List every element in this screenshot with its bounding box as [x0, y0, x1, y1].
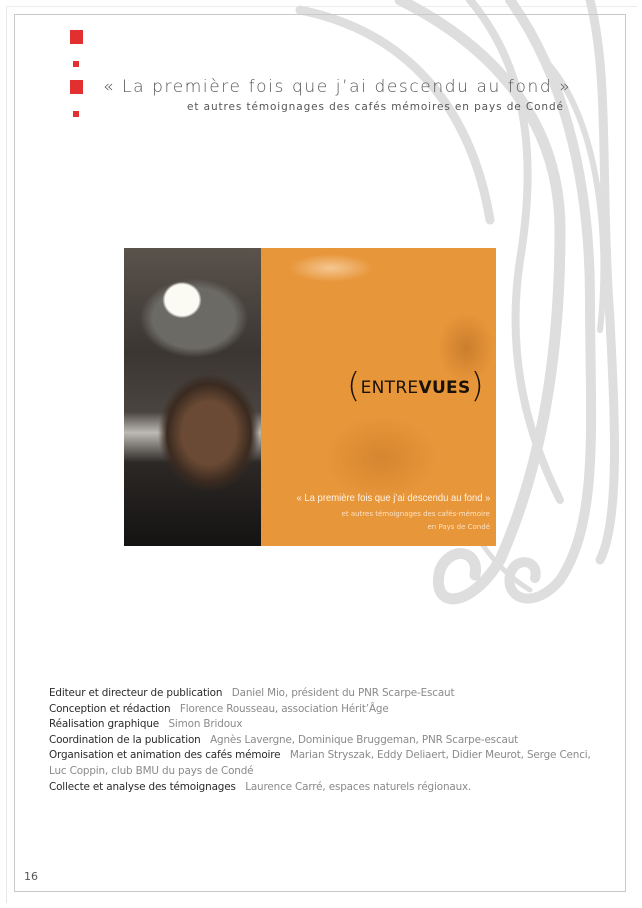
cover-subtitle-line2: en Pays de Condé: [427, 523, 490, 531]
logo-entre: ENTRE: [360, 378, 419, 398]
cover-title: « La première fois que j’ai descendu au fond »: [296, 492, 490, 504]
credit-name: Florence Rousseau, association Hérit’Âge: [179, 702, 389, 715]
cover-orange-panel: [261, 248, 496, 546]
credit-line: [49, 733, 609, 749]
credit-role: Réalisation graphique: [49, 718, 160, 731]
credit-name: Laurence Carré, espaces naturels régionaux.: [245, 780, 472, 793]
credit-line: [49, 717, 609, 733]
credit-name: Daniel Mio, président du PNR Scarpe-Escaut: [231, 687, 455, 699]
book-cover-image: [124, 248, 496, 546]
logo-paren-close: ): [470, 366, 485, 406]
red-square-large-2: [70, 80, 83, 94]
credit-line: [49, 686, 609, 702]
cover-subtitle-line1: et autres témoignages des cafés-mémoire: [341, 510, 490, 518]
miner-photo: [124, 248, 261, 546]
credit-role: Conception et rédaction: [49, 702, 171, 715]
page-subtitle: et autres témoignages des cafés mémoires en pays de Condé: [187, 101, 564, 113]
red-square-small-1: [73, 61, 79, 67]
series-logo: [347, 368, 484, 408]
credit-role: Collecte et analyse des témoignages: [49, 780, 236, 793]
logo-paren-open: (: [347, 366, 361, 406]
credit-name: Marian Stryszak, Eddy Deliaert, Didier Meurot, Serge Cenci, Luc Coppin, club BMU du pays de Condé: [49, 749, 591, 777]
credits-block: [49, 686, 609, 795]
credit-name: Simon Bridoux: [168, 718, 243, 731]
red-square-small-2: [73, 111, 79, 117]
credit-role: Coordination de la publication: [49, 733, 201, 746]
credit-name: Agnès Lavergne, Dominique Bruggeman, PNR Scarpe-escaut: [210, 733, 519, 746]
page-number: 16: [24, 870, 38, 883]
credit-role: Editeur et directeur de publication: [49, 687, 223, 699]
logo-vues: VUES: [418, 378, 471, 398]
red-square-large-1: [70, 30, 83, 44]
credit-line: [49, 748, 609, 779]
credit-line: [49, 780, 609, 796]
credit-line: [49, 702, 609, 718]
credit-role: Organisation et animation des cafés mémoire: [49, 749, 281, 762]
page-title: « La première fois que j’ai descendu au fond »: [103, 77, 572, 97]
